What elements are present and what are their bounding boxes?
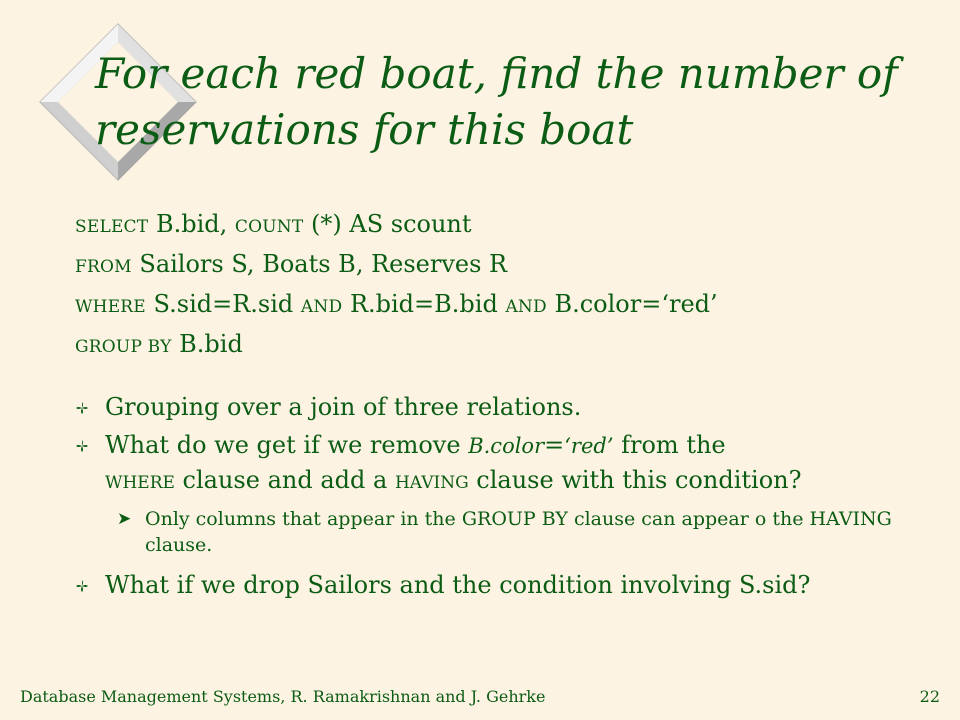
sql-select-keyword: SELECT [75, 217, 149, 237]
sql-select-body: B.bid, [148, 210, 235, 238]
sql-where-cond-1: S.sid=R.sid [145, 290, 301, 318]
sql-groupby-line [75, 324, 935, 364]
clover-bullet-icon [75, 579, 89, 593]
sql-select-alias: (*) AS scount [303, 210, 472, 238]
title-line-1: For each red boat, find the number of [95, 49, 898, 98]
bullet-equals: = [544, 431, 565, 459]
sql-and-keyword-1: AND [300, 297, 343, 317]
bullet-item [75, 390, 935, 424]
bullet-list [75, 390, 935, 606]
bullet-text-2a: What do we get if we remove [105, 431, 469, 459]
sql-where-keyword: WHERE [75, 297, 146, 317]
sql-select-line [75, 204, 935, 244]
sql-from-body: Sailors S, Boats B, Reserves R [131, 250, 508, 278]
clover-bullet-icon [75, 401, 89, 415]
bullet-item [75, 568, 935, 602]
sql-count-keyword: COUNT [234, 217, 304, 237]
sql-where-cond-2: R.bid=B.bid [342, 290, 506, 318]
bullet-italic-red: ‘red’ [564, 434, 614, 458]
bullet-item [75, 428, 935, 500]
bullet-where-keyword: WHERE [105, 473, 175, 493]
sub-bullet-text: Only columns that appear in the GROUP BY clause can appear o the HAVING clause. [145, 508, 892, 556]
sql-groupby-body: B.bid [171, 330, 243, 358]
bullet-text-2d: clause with this condition? [468, 466, 802, 494]
page-number: 22 [919, 687, 940, 706]
sql-query [75, 204, 935, 364]
bullet-text-3: What if we drop Sailors and the condition involving S.sid? [105, 571, 811, 599]
title-line-2: reservations for this boat [95, 105, 634, 154]
bullet-text-2c: clause and add a [174, 466, 395, 494]
bullet-text-1: Grouping over a join of three relations. [105, 393, 582, 421]
arrow-bullet-icon: ➤ [117, 509, 132, 529]
bullet-italic-bcolor: B.color [468, 434, 545, 458]
sql-where-cond-3: B.color=‘red’ [546, 290, 718, 318]
sql-groupby-keyword: GROUP BY [75, 337, 172, 357]
sql-from-keyword: FROM [75, 257, 132, 277]
sql-and-keyword-2: AND [505, 297, 547, 317]
footer-citation: Database Management Systems, R. Ramakrishnan and J. Gehrke [20, 687, 546, 706]
clover-bullet-icon [75, 439, 89, 453]
sub-bullet-item [75, 506, 935, 558]
sql-where-line [75, 284, 935, 324]
bullet-having-keyword: HAVING [394, 473, 469, 493]
sql-from-line [75, 244, 935, 284]
slide-title [95, 46, 915, 158]
bullet-text-2b: from the [613, 431, 726, 459]
